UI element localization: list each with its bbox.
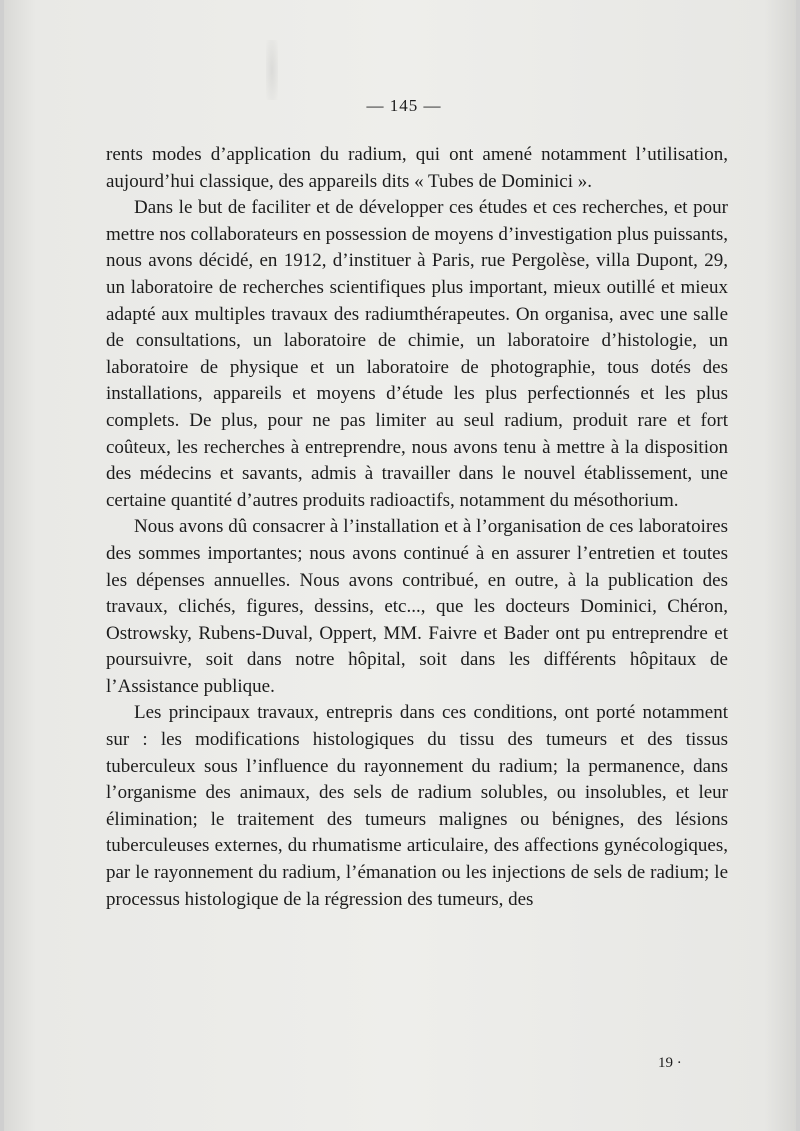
paragraph-2: Dans le but de faciliter et de développer ces études et ces recherches, et pour mettre nos collaborateurs en possession de moyens d’investigation plus puissants, nous avons décidé, en 1912, d’instituer à Paris, rue Pergolèse, villa Dupont, 29, un laboratoire de recherches scientifiques plus important, mieux outillé et mieux adapté aux multiples travaux des radiumthérapeutes. On organisa, avec une salle de consultations, un laboratoire de chimie, un laboratoire d’histologie, un laboratoire de physique et un laboratoire de photographie, tous dotés des installations, appareils et moyens d’étude les plus perfectionnés et les plus complets. De plus, pour ne pas limiter au seul radium, produit rare et fort coûteux, les recherches à entreprendre, nous avons tenu à mettre à la disposition des médecins et savants, admis à travailler dans le nouvel établissement, une certaine quantité d’autres produits radioactifs, notamment du mésothorium. <box>106 197 728 511</box>
page-number-header: — 145 — <box>366 96 442 115</box>
paragraph-1: rents modes d’application du radium, qui ont amené notamment l’utilisation, aujourd’hui classique, des appareils dits « Tubes de Dominici ». <box>106 144 728 192</box>
document-page <box>4 0 796 1131</box>
paper-smudge <box>266 40 278 100</box>
body-text <box>106 142 728 913</box>
paragraph-3: Nous avons dû consacrer à l’installation et à l’organisation de ces laboratoires des sommes importantes; nous avons continué à en assurer l’entretien et toutes les dépenses annuelles. Nous avons contribué, en outre, à la publication des travaux, clichés, figures, dessins, etc..., que les docteurs Dominici, Chéron, Ostrowsky, Rubens-Duval, Oppert, MM. Faivre et Bader ont pu entreprendre et poursuivre, soit dans notre hôpital, soit dans les différents hôpitaux de l’Assistance publique. <box>106 516 728 697</box>
paragraph-4: Les principaux travaux, entrepris dans ces conditions, ont porté notamment sur : les modifications histologiques du tissu des tumeurs et des tissus tuberculeux sous l’influence du rayonnement du radium; la permanence, dans l’organisme des animaux, des sels de radium solubles, ou insolubles, et leur élimination; le traitement des tumeurs malignes ou bénignes, des lésions tuberculeuses externes, du rhumatisme articulaire, des affections gynécologiques, par le rayonnement du radium, l’émanation ou les injections de sels de radium; le processus histologique de la régression des tumeurs, des <box>106 702 728 910</box>
signature-mark: 19 · <box>658 1055 682 1071</box>
